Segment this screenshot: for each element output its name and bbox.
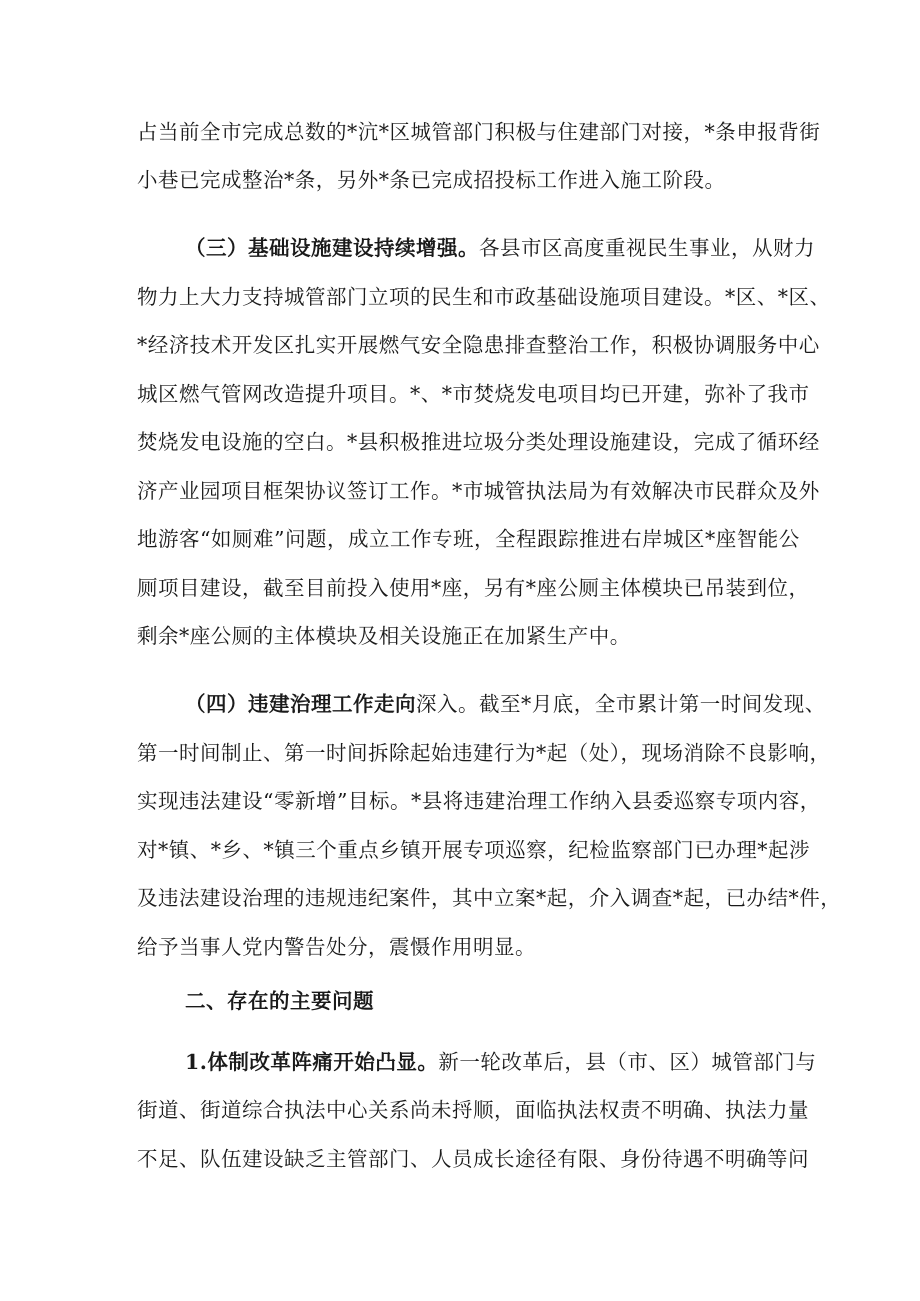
subsection-title: （四）违建治理工作走向 xyxy=(185,692,416,716)
paragraph-line: 物力上大力支持城管部门立项的民生和市政基础设施项目建设。*区、*区、 xyxy=(137,285,831,309)
paragraph-text: 新一轮改革后，县（市、区）城管部门与 xyxy=(438,1050,817,1074)
subsection-title: （三）基础设施建设持续增强。 xyxy=(185,236,479,260)
paragraph-text: 深入。截至*月底，全市累计第一时间发现、 xyxy=(416,692,826,716)
paragraph-line: 地游客“如厕难”问题，成立工作专班，全程跟踪推进右岸城区*座智能公 xyxy=(137,527,800,551)
paragraph-lead-line xyxy=(185,690,826,718)
section-heading: 二、存在的主要问题 xyxy=(185,989,374,1013)
paragraph-lead-line xyxy=(185,1048,817,1076)
paragraph-line: 小巷已完成整治*条，另外*条已完成招投标工作进入施工阶段。 xyxy=(137,168,726,192)
subsection-title: 1.体制改革阵痛开始凸显。 xyxy=(185,1050,439,1074)
paragraph-text: 各县市区高度重视民生事业，从财力 xyxy=(479,236,815,260)
paragraph-line: 实现违法建设“零新增”目标。*县将违建治理工作纳入县委巡察专项内容， xyxy=(137,789,821,813)
paragraph-line: 城区燃气管网改造提升项目。*、*市焚烧发电项目均已开建，弥补了我市 xyxy=(137,382,810,406)
paragraph-line: 及违法建设治理的违规违纪案件，其中立案*起，介入调查*起，已办结*件， xyxy=(137,886,842,910)
paragraph-line: 占当前全市完成总数的*沆*区城管部门积极与住建部门对接，*条申报背街 xyxy=(137,120,821,144)
paragraph-line: 焚烧发电设施的空白。*县积极推进垃圾分类处理设施建设，完成了循环经 xyxy=(137,430,820,454)
paragraph-line: 济产业园项目框架协议签订工作。*市城管执法局为有效解决市民群众及外 xyxy=(137,479,820,503)
paragraph-line: 不足、队伍建设缺乏主管部门、人员成长途径有限、身份待遇不明确等问 xyxy=(137,1147,809,1171)
paragraph-line: *经济技术开发区扎实开展燃气安全隐患排查整治工作，积极协调服务中心 xyxy=(137,333,820,357)
paragraph-line: 第一时间制止、第一时间拆除起始违建行为*起（处），现场消除不良影响， xyxy=(137,741,831,765)
paragraph-line: 对*镇、*乡、*镇三个重点乡镇开展专项巡察，纪检监察部门已办理*起涉 xyxy=(137,838,810,862)
paragraph-line: 街道、街道综合执法中心关系尚未捋顺，面临执法权责不明确、执法力量 xyxy=(137,1098,809,1122)
paragraph-lead-line xyxy=(185,234,815,262)
paragraph-line: 剩余*座公厕的主体模块及相关设施正在加紧生产中。 xyxy=(137,624,631,648)
paragraph-line: 给予当事人党内警告处分，震慑作用明显。 xyxy=(137,935,536,959)
paragraph-line: 厕项目建设，截至目前投入使用*座，另有*座公厕主体模块已吊装到位， xyxy=(137,576,810,600)
